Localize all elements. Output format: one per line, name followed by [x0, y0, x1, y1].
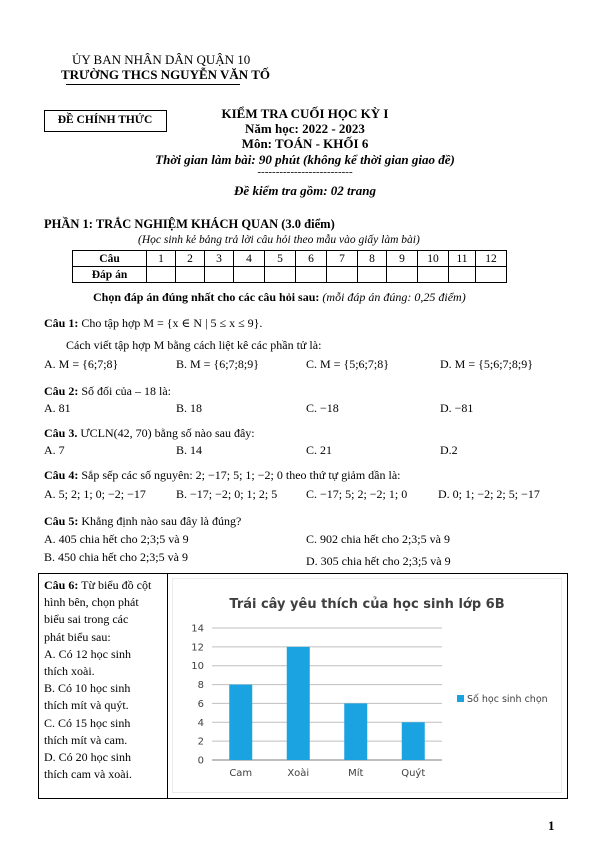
q6-line: hình bên, chọn phát	[44, 595, 139, 610]
answer-cell	[205, 267, 234, 283]
instruction-bold: Chọn đáp án đúng nhất cho các câu hỏi sau:	[93, 290, 320, 304]
answer-cell	[265, 267, 296, 283]
page-number: 1	[548, 818, 555, 833]
y-tick-label: 8	[197, 680, 204, 692]
x-tick-label: Cam	[229, 768, 253, 779]
legend-swatch	[457, 695, 464, 702]
y-tick-label: 14	[191, 623, 204, 635]
answer-cell	[358, 267, 387, 283]
answer-table-row-answer	[73, 267, 507, 283]
y-tick-label: 10	[191, 661, 204, 673]
school-year: Năm học: 2022 - 2023	[245, 121, 365, 136]
part1-note: (Học sinh kẻ bảng trả lời câu hỏi theo mẫu vào giấy làm bài)	[138, 234, 420, 246]
fruit-bar-chart	[172, 578, 562, 793]
table-cell-number: 5	[265, 251, 296, 267]
y-tick-label: 12	[191, 642, 204, 654]
q5-option-d: D. 305 chia hết cho 2;3;5 và 9	[306, 554, 451, 568]
question-text: Số đối của – 18 là:	[81, 384, 171, 398]
answer-cell	[296, 267, 327, 283]
table-cell-number: 3	[205, 251, 234, 267]
q3-option-b: B. 14	[176, 443, 203, 457]
answer-table-row-question	[73, 251, 507, 267]
answer-cell	[418, 267, 449, 283]
divider: --------------------------	[257, 166, 353, 178]
x-tick-label: Mít	[348, 768, 364, 779]
q6-line: thích xoài.	[44, 664, 95, 679]
q3-option-d: D.2	[440, 443, 458, 457]
legend-label: Số học sinh chọn	[467, 694, 548, 705]
question-label: Câu 1:	[44, 316, 79, 330]
q2-option-a: A. 81	[44, 401, 71, 415]
q2-option-d: D. −81	[440, 401, 474, 415]
row-label-question: Câu	[73, 251, 147, 267]
q6-option-d: D. Có 20 học sinh	[44, 750, 131, 765]
q6-line: thích mít và quýt.	[44, 698, 129, 713]
table-cell-number: 6	[296, 251, 327, 267]
q5-option-b: B. 450 chia hết cho 2;3;5 và 9	[44, 550, 188, 564]
bar-xoài	[287, 647, 310, 760]
q4-option-d: D. 0; 1; −2; 2; 5; −17	[438, 487, 540, 501]
q1-option-c: C. M = {5;6;7;8}	[306, 357, 389, 371]
table-cell-number: 4	[234, 251, 265, 267]
question-text: Khẳng định nào sau đây là đúng?	[81, 514, 242, 528]
table-cell-number: 10	[418, 251, 449, 267]
question-label: Câu 6:	[44, 578, 79, 592]
answer-cell	[449, 267, 476, 283]
answer-table	[72, 250, 507, 283]
q6-line: thích cam và xoài.	[44, 767, 132, 782]
y-tick-label: 4	[197, 717, 204, 729]
row-label-answer: Đáp án	[73, 267, 147, 283]
answer-cell	[176, 267, 205, 283]
district-name: ỦY BAN NHÂN DÂN QUẬN 10	[72, 52, 251, 67]
q4-option-b: B. −17; −2; 0; 1; 2; 5	[176, 487, 278, 501]
bar-quýt	[402, 722, 425, 760]
answer-cell	[476, 267, 507, 283]
exam-title: KIỂM TRA CUỐI HỌC KỲ I	[221, 106, 389, 121]
question-1	[44, 316, 262, 331]
q1-option-a: A. M = {6;7;8}	[44, 357, 119, 371]
q6-line	[44, 577, 151, 594]
table-cell-number: 9	[387, 251, 418, 267]
part1-instruction	[93, 290, 466, 305]
exam-time: Thời gian làm bài: 90 phút (không kể thời gian giao đề)	[155, 152, 455, 167]
table-cell-number: 11	[449, 251, 476, 267]
q6-option-c: C. Có 15 học sinh	[44, 715, 131, 730]
q6-line: thích mít và cam.	[44, 732, 128, 747]
table-cell-number: 2	[176, 251, 205, 267]
question-label: Câu 4:	[44, 468, 79, 482]
x-tick-label: Xoài	[287, 768, 310, 779]
q1-option-b: B. M = {6;7;8;9}	[176, 357, 259, 371]
q3-option-a: A. 7	[44, 443, 65, 457]
q6-option-b: B. Có 10 học sinh	[44, 681, 131, 696]
official-label: ĐỀ CHÍNH THỨC	[57, 114, 153, 126]
q6-line: phát biểu sau:	[44, 629, 111, 644]
q2-option-c: C. −18	[306, 401, 339, 415]
q4-option-c: C. −17; 5; 2; −2; 1; 0	[306, 487, 408, 501]
pages-note: Đề kiểm tra gồm: 02 trang	[234, 183, 376, 198]
table-cell-number: 12	[476, 251, 507, 267]
chart-legend	[457, 694, 548, 705]
question-4	[44, 468, 401, 483]
question-5	[44, 514, 241, 529]
question-3	[44, 426, 255, 441]
table-cell-number: 7	[327, 251, 358, 267]
question-1-subtext: Cách viết tập hợp M bằng cách liệt kê các phần tử là:	[66, 338, 322, 352]
y-tick-label: 2	[197, 736, 204, 748]
question-2	[44, 384, 171, 399]
q1-option-d: D. M = {5;6;7;8;9}	[440, 357, 533, 371]
q6-line-text: Từ biểu đồ cột	[81, 578, 152, 592]
answer-cell	[327, 267, 358, 283]
y-tick-label: 0	[197, 755, 204, 767]
school-name: TRƯỜNG THCS NGUYỄN VĂN TỐ	[61, 67, 270, 82]
q6-line: biểu sai trong các	[44, 612, 129, 627]
question-text: ƯCLN(42, 70) bằng số nào sau đây:	[80, 426, 255, 440]
question-text: Cho tập hợp M = {x ∈ N | 5 ≤ x ≤ 9}.	[81, 316, 263, 330]
instruction-italic: (mỗi đáp án đúng: 0,25 điểm)	[319, 290, 466, 304]
q5-option-c: C. 902 chia hết cho 2;3;5 và 9	[306, 532, 450, 546]
school-underline	[66, 84, 240, 85]
question-6-text	[44, 577, 151, 783]
chart-title: Trái cây yêu thích của học sinh lớp 6B	[229, 597, 505, 612]
table-cell-number: 1	[147, 251, 176, 267]
answer-cell	[387, 267, 418, 283]
x-tick-label: Quýt	[401, 768, 426, 779]
q4-option-a: A. 5; 2; 1; 0; −2; −17	[44, 487, 146, 501]
answer-cell	[234, 267, 265, 283]
q6-option-a: A. Có 12 học sinh	[44, 646, 131, 661]
bar-cam	[229, 685, 252, 760]
bar-mít	[344, 703, 367, 760]
y-tick-label: 6	[197, 698, 204, 710]
question-label: Câu 3.	[44, 426, 78, 440]
question-label: Câu 2:	[44, 384, 79, 398]
table-cell-number: 8	[358, 251, 387, 267]
q2-option-b: B. 18	[176, 401, 203, 415]
question-text: Sắp sếp các số nguyên: 2; −17; 5; 1; −2; 0 theo thứ tự giảm dần là:	[81, 468, 401, 482]
q5-option-a: A. 405 chia hết cho 2;3;5 và 9	[44, 532, 189, 546]
subject: Môn: TOÁN - KHỐI 6	[241, 136, 369, 151]
question-label: Câu 5:	[44, 514, 79, 528]
part1-title: PHẦN 1: TRẮC NGHIỆM KHÁCH QUAN (3.0 điểm)	[44, 217, 335, 231]
q3-option-c: C. 21	[306, 443, 333, 457]
answer-cell	[147, 267, 176, 283]
